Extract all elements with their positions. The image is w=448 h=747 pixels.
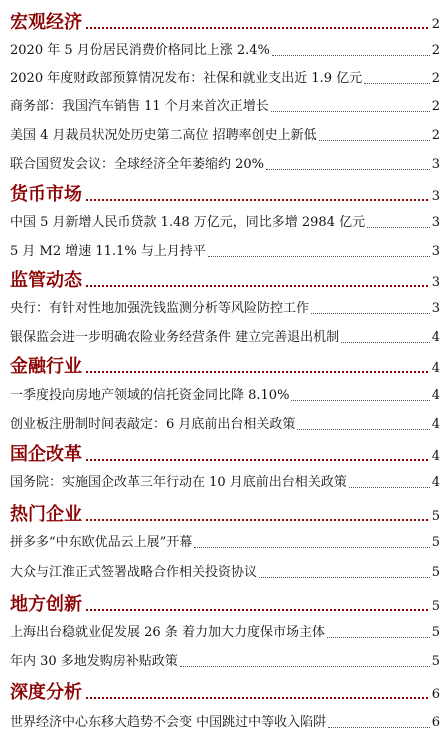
toc-entry[interactable] — [8, 152, 440, 174]
dot-leader — [86, 198, 428, 201]
toc-entry[interactable] — [8, 560, 440, 582]
entry-title: 2020 年 5 月份居民消费价格同比上涨 2.4% — [10, 43, 270, 58]
toc-entry[interactable] — [8, 210, 440, 232]
toc-entry[interactable] — [8, 325, 440, 347]
toc-entry[interactable] — [8, 470, 440, 492]
section-title: 热门企业 — [10, 504, 82, 525]
section-heading-finance[interactable] — [8, 352, 440, 378]
dot-leader — [86, 608, 428, 611]
dot-leader — [328, 727, 430, 728]
page-number: 2 — [431, 43, 440, 58]
dot-leader — [291, 400, 429, 401]
page-number: 5 — [431, 565, 440, 580]
dot-leader — [86, 696, 428, 699]
dot-leader — [208, 256, 430, 257]
section-heading-monetary[interactable] — [8, 180, 440, 206]
toc-entry[interactable] — [8, 649, 440, 671]
page-number: 3 — [431, 215, 440, 230]
toc-entry[interactable] — [8, 530, 440, 552]
dot-leader — [319, 140, 430, 141]
toc-entry[interactable] — [8, 710, 440, 732]
dot-leader — [86, 26, 428, 29]
page-number: 3 — [431, 157, 440, 172]
page-number: 4 — [431, 475, 440, 490]
toc-entry[interactable] — [8, 38, 440, 60]
dot-leader — [367, 227, 430, 228]
entry-title: 国务院：实施国企改革三年行动在 10 月底前出台相关政策 — [10, 475, 347, 490]
dot-leader — [259, 577, 430, 578]
page-number: 3 — [431, 275, 440, 290]
toc-entry[interactable] — [8, 620, 440, 642]
page-number: 5 — [431, 625, 440, 640]
page-number: 4 — [431, 417, 440, 432]
toc-entry[interactable] — [8, 239, 440, 261]
section-heading-macro[interactable] — [8, 8, 440, 34]
entry-title: 商务部：我国汽车销售 11 个月来首次正增长 — [10, 99, 269, 114]
page-number: 2 — [431, 71, 440, 86]
section-title: 国企改革 — [10, 444, 82, 465]
page-number: 6 — [431, 687, 440, 702]
dot-leader — [266, 169, 430, 170]
dot-leader — [272, 55, 430, 56]
toc-entry[interactable] — [8, 383, 440, 405]
dot-leader — [194, 547, 429, 548]
dot-leader — [364, 83, 430, 84]
dot-leader — [180, 666, 430, 667]
page-number: 5 — [431, 535, 440, 550]
entry-title: 创业板注册制时间表敲定：6 月底前出台相关政策 — [10, 417, 296, 432]
dot-leader — [271, 111, 430, 112]
section-heading-soe-reform[interactable] — [8, 440, 440, 466]
page-number: 6 — [431, 715, 440, 730]
page-number: 2 — [431, 99, 440, 114]
entry-title: 年内 30 多地发购房补贴政策 — [10, 654, 178, 669]
entry-title: 一季度投向房地产领域的信托资金同比降 8.10% — [10, 388, 290, 403]
toc-entry[interactable] — [8, 66, 440, 88]
entry-title: 央行：有针对性地加强洗钱监测分析等风险防控工作 — [10, 301, 310, 316]
page-number: 3 — [431, 301, 440, 316]
section-title: 货币市场 — [10, 184, 82, 205]
dot-leader — [86, 284, 428, 287]
toc-entry[interactable] — [8, 123, 440, 145]
dot-leader — [341, 342, 430, 343]
page-number: 3 — [431, 244, 440, 259]
entry-title: 联合国贸发会议：全球经济全年萎缩约 20% — [10, 157, 265, 172]
entry-title: 上海出台稳就业促发展 26 条 着力加大力度保市场主体 — [10, 625, 325, 640]
section-heading-local-innovation[interactable] — [8, 590, 440, 616]
dot-leader — [86, 518, 428, 521]
dot-leader — [297, 429, 429, 430]
entry-title: 拼多多“中东欧优品云上展”开幕 — [10, 535, 193, 550]
dot-leader — [86, 370, 428, 373]
page-number: 5 — [431, 599, 440, 614]
section-title: 金融行业 — [10, 356, 82, 377]
section-title: 宏观经济 — [10, 12, 82, 33]
dot-leader — [327, 637, 430, 638]
entry-title: 5 月 M2 增速 11.1% 与上月持平 — [10, 244, 206, 259]
page-number: 2 — [431, 17, 440, 32]
page-number: 4 — [431, 361, 440, 376]
page-number: 5 — [431, 654, 440, 669]
page-number: 5 — [431, 509, 440, 524]
dot-leader — [311, 313, 430, 314]
toc-entry[interactable] — [8, 296, 440, 318]
section-heading-deep-analysis[interactable] — [8, 678, 440, 704]
page-number: 3 — [431, 189, 440, 204]
toc-entry[interactable] — [8, 412, 440, 434]
entry-title: 银保监会进一步明确农险业务经营条件 建立完善退出机制 — [10, 330, 340, 345]
section-heading-regulation[interactable] — [8, 266, 440, 292]
dot-leader — [86, 458, 428, 461]
page-number: 2 — [431, 128, 440, 143]
entry-title: 中国 5 月新增人民币贷款 1.48 万亿元，同比多增 2984 亿元 — [10, 215, 366, 230]
page-number: 4 — [431, 388, 440, 403]
section-title: 监管动态 — [10, 270, 82, 291]
section-heading-hot-companies[interactable] — [8, 500, 440, 526]
entry-title: 2020 年度财政部预算情况发布：社保和就业支出近 1.9 亿元 — [10, 71, 363, 86]
dot-leader — [349, 487, 430, 488]
page-number: 4 — [431, 449, 440, 464]
entry-title: 美国 4 月裁员状况处历史第二高位 招聘率创史上新低 — [10, 128, 317, 143]
toc-entry[interactable] — [8, 94, 440, 116]
entry-title: 大众与江淮正式签署战略合作相关投资协议 — [10, 565, 258, 580]
entry-title: 世界经济中心东移大趋势不会变 中国跳过中等收入陷阱 — [10, 715, 327, 730]
section-title: 地方创新 — [10, 594, 82, 615]
section-title: 深度分析 — [10, 682, 82, 703]
page-number: 4 — [431, 330, 440, 345]
